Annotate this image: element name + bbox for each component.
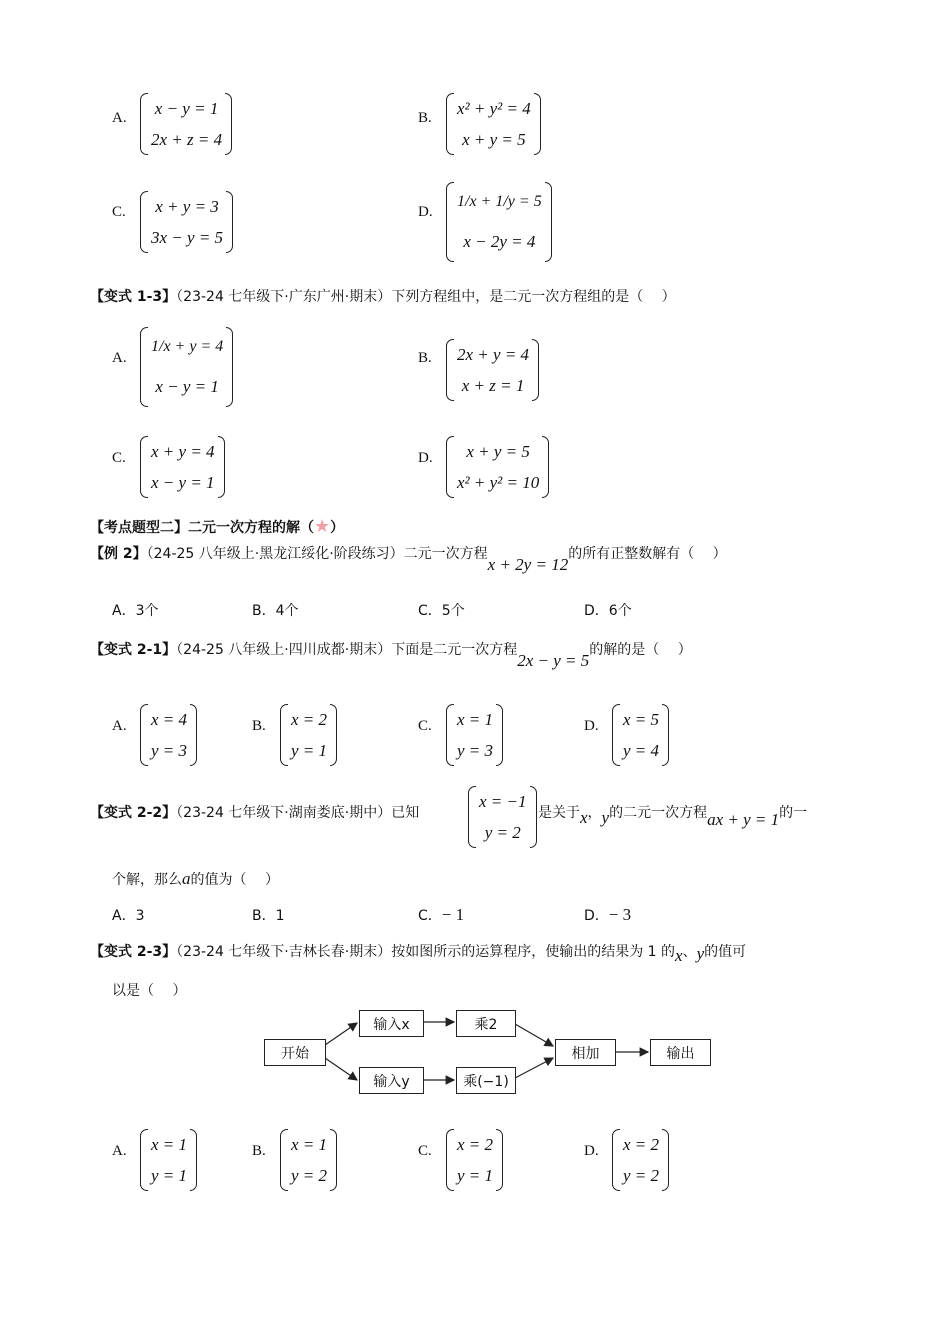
equation: 2x + y = 4 <box>457 344 530 364</box>
inline-equation: x + 2y = 12 <box>487 555 569 574</box>
arrow <box>515 1024 553 1046</box>
option-letter: A． <box>112 603 136 619</box>
variable: x <box>580 808 588 827</box>
equation: x − y = 1 <box>151 472 215 492</box>
question-source: （24-25 八年级上·黑龙江绥化·阶段练习） <box>146 546 404 562</box>
equation: y = 1 <box>291 740 328 760</box>
option-value: 1 <box>275 908 285 924</box>
equation: x − 2y = 4 <box>463 232 536 251</box>
equation: x = 1 <box>151 1134 188 1154</box>
option-c-system <box>446 1129 503 1191</box>
question-text: 按如图所示的运算程序，使输出的结果为 1 的 <box>391 944 676 960</box>
question-tag: 【变式 2-1】 <box>90 642 177 658</box>
equation: x + y = 5 <box>466 441 530 461</box>
question-source: （23-24 七年级下·吉林长春·期末） <box>176 944 392 960</box>
option-value: 3 <box>135 908 145 924</box>
option-letter: C. <box>112 204 126 220</box>
option-letter: A. <box>112 1143 127 1159</box>
option-letter: D. <box>584 1143 599 1159</box>
inline-equation: 2x − y = 5 <box>517 651 590 670</box>
question-source: （23-24 七年级下·湖南娄底·期中） <box>176 805 392 821</box>
equation: y = 2 <box>623 1165 660 1185</box>
flow-input-x: 输入x <box>359 1010 424 1037</box>
question-tag: 【变式 1-3】 <box>90 289 177 305</box>
equation: x − y = 1 <box>155 377 219 396</box>
option-letter: D． <box>584 908 609 924</box>
question-text: 的二元一次方程 <box>609 805 708 821</box>
option-letter: B. <box>252 1143 266 1159</box>
equation: y = 1 <box>151 1165 188 1185</box>
option-letter: C. <box>112 450 126 466</box>
equation: 1/x + 1/y = 5 <box>457 193 542 210</box>
question-text: 个解，那么 <box>112 872 182 888</box>
option-value: 3个 <box>135 603 159 619</box>
equation: y = 3 <box>151 740 188 760</box>
equation: y = 4 <box>623 740 660 760</box>
equation: x = 1 <box>457 709 494 729</box>
equation: y = 1 <box>457 1165 494 1185</box>
question-text: 的值可 <box>704 944 747 960</box>
equation: x = 2 <box>623 1134 660 1154</box>
question-tag: 【变式 2-2】 <box>90 805 177 821</box>
option-letter: C． <box>418 908 442 924</box>
variable: y <box>696 944 705 963</box>
flow-multiply-neg1: 乘(−1) <box>456 1067 516 1094</box>
variable: a <box>182 869 191 888</box>
option-letter: A． <box>112 908 136 924</box>
equation: y = 2 <box>484 822 521 842</box>
arrow <box>325 1023 357 1045</box>
option-value: 6个 <box>608 603 632 619</box>
star-icon: ★ <box>314 516 331 537</box>
question-text: 是关于 <box>538 805 580 821</box>
option-letter: B. <box>418 350 432 366</box>
equation: x + z = 1 <box>461 375 525 395</box>
equation: x = 5 <box>623 709 660 729</box>
option-letter: D. <box>584 718 599 734</box>
question-2-3-line2: 以是（ ） <box>112 983 187 999</box>
question-text: 二元一次方程 <box>403 546 488 562</box>
equation: 3x − y = 5 <box>151 227 224 247</box>
equation: x² + y² = 10 <box>457 472 540 492</box>
inline-equation: ax + y = 1 <box>707 810 780 829</box>
question-text: 的值为（ ） <box>190 872 279 888</box>
question-source: （23-24 七年级下·广东广州·期末） <box>176 289 392 305</box>
option-value: 4个 <box>275 603 299 619</box>
question-text: 下面是二元一次方程 <box>391 642 518 658</box>
option-b-system <box>280 1129 337 1191</box>
option-letter: B． <box>252 603 276 619</box>
equation: x = −1 <box>479 791 527 811</box>
flow-add: 相加 <box>555 1039 616 1066</box>
option-letter: B. <box>252 718 266 734</box>
question-source: （24-25 八年级上·四川成都·期末） <box>176 642 392 658</box>
option-letter: C. <box>418 718 432 734</box>
equation: 2x + z = 4 <box>151 129 223 149</box>
option-letter: B. <box>418 110 432 126</box>
option-letter: D． <box>584 603 609 619</box>
question-tag: 【例 2】 <box>90 546 147 562</box>
option-letter: A. <box>112 718 127 734</box>
equation: 1/x + y = 4 <box>151 338 224 355</box>
flow-multiply-2: 乘2 <box>456 1010 516 1037</box>
option-letter: A. <box>112 110 127 126</box>
option-value: − 3 <box>608 905 632 924</box>
question-text: 的所有正整数解有（ ） <box>568 546 727 562</box>
arrow <box>325 1058 357 1080</box>
equation: x = 1 <box>291 1134 328 1154</box>
equation: x + y = 5 <box>462 129 526 149</box>
equation: x + y = 3 <box>155 196 219 216</box>
option-letter: D. <box>418 450 433 466</box>
equation: y = 3 <box>457 740 494 760</box>
arrow <box>515 1058 553 1078</box>
option-letter: B． <box>252 908 276 924</box>
equation: x = 2 <box>457 1134 494 1154</box>
question-text: 、 <box>682 944 697 960</box>
option-letter: C． <box>418 603 442 619</box>
variable: y <box>601 808 610 827</box>
flow-output: 输出 <box>650 1039 711 1066</box>
equation: x = 2 <box>291 709 328 729</box>
equation: y = 2 <box>291 1165 328 1185</box>
option-value: 5个 <box>441 603 465 619</box>
question-text: 的解的是（ ） <box>589 642 692 658</box>
option-letter: A. <box>112 350 127 366</box>
option-letter: C. <box>418 1143 432 1159</box>
section-title-end: ） <box>330 520 345 536</box>
option-a-system <box>140 1129 197 1191</box>
equation: x = 4 <box>151 709 188 729</box>
equation: x + y = 4 <box>151 441 215 461</box>
equation: x − y = 1 <box>154 98 219 118</box>
question-text: 下列方程组中，是二元一次方程组的是（ ） <box>391 289 676 305</box>
flow-input-y: 输入y <box>359 1067 424 1094</box>
equation: x² + y² = 4 <box>457 98 531 118</box>
question-tag: 【变式 2-3】 <box>90 944 177 960</box>
section-title: 【考点题型二】二元一次方程的解（ <box>90 520 314 536</box>
option-letter: D. <box>418 204 433 220</box>
question-text: 已知 <box>391 805 420 821</box>
option-value: − 1 <box>441 905 465 924</box>
question-text: ， <box>587 805 602 821</box>
variable: x <box>675 946 683 965</box>
question-text: 的一 <box>779 805 808 821</box>
option-d-system <box>612 1129 669 1191</box>
flow-start: 开始 <box>264 1039 326 1066</box>
